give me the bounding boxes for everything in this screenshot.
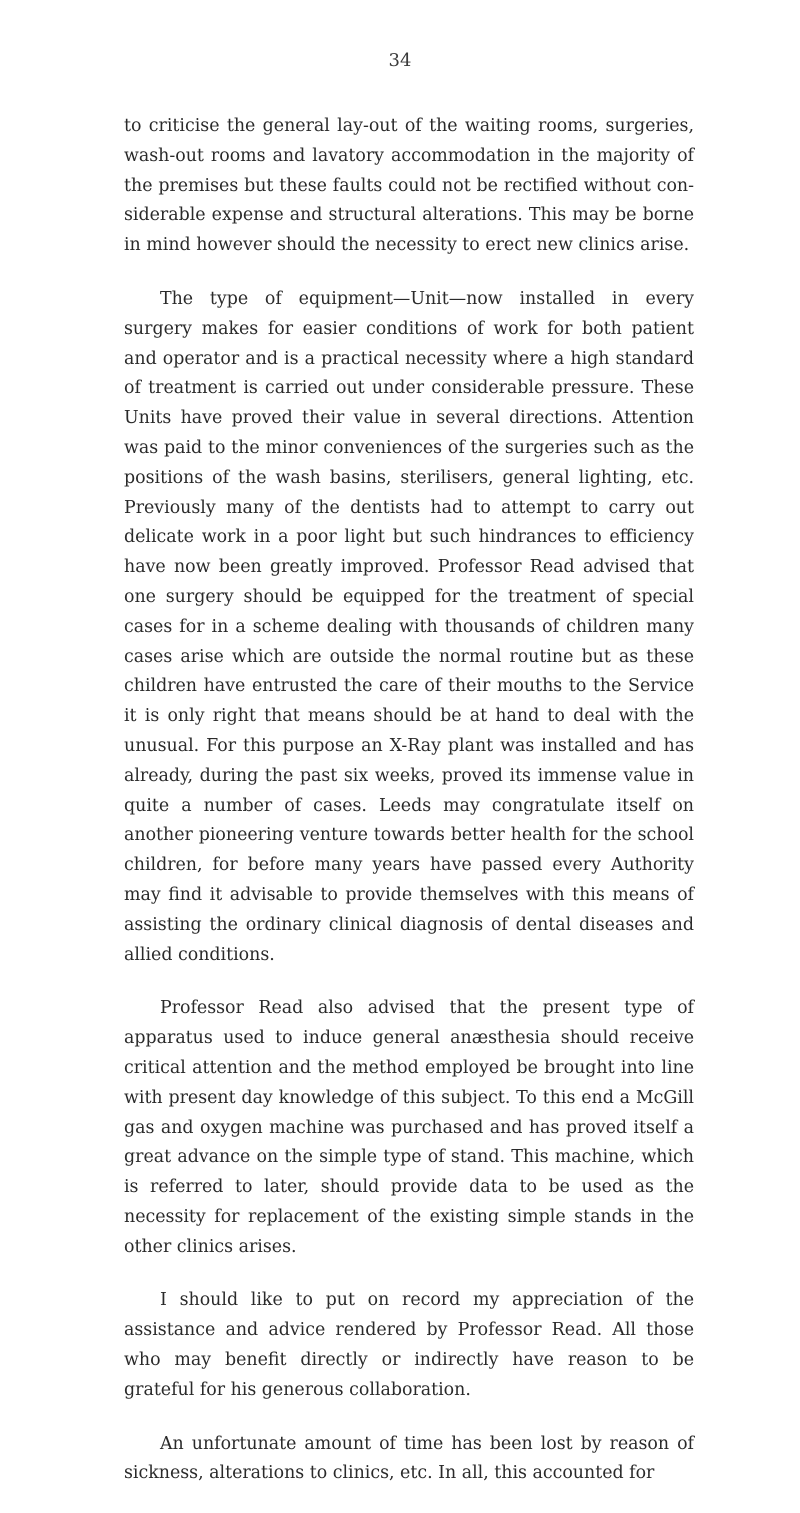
page-number: 34 xyxy=(388,50,412,71)
paragraph-5: An unfortunate amount of time has been lost by reason of sickness, alterations to clinics, etc. In all, this accounted for xyxy=(124,1433,694,1484)
paragraph-4: I should like to put on record my appreciation of the assistance and advice rendered by Professor Read. All those who may benefit directly or indirectly have reason to be grateful for his generous collaboration. xyxy=(124,1290,694,1400)
paragraph-2: The type of equipment—Unit—now installed in every surgery makes for easier conditions of work for both patient and operator and is a practical necessity where a high standard of treatment is carried out under considerable pressure. These Units have proved their value in several directions. Attention was paid to the minor conveniences of the surgeries such as the positions of the wash basins, sterilisers, general lighting, etc. Previously many of the dentists had to attempt to carry out delicate work in a poor light but such hindrances to efficiency have now been greatly improved. Professor Read advised that one surgery should be equipped for the treatment of special cases for in a scheme dealing with thousands of children many cases arise which are outside the normal routine but as these children have entrusted the care of their mouths to the Service it is only right that means should be at hand to deal with the unusual. For this purpose an X-Ray plant was installed and has already, during the past six weeks, proved its immense value in quite a number of cases. Leeds may congratulate itself on another pioneering venture towards better health for the school children, for before many years have passed every Authority may find it advisable to provide themselves with this means of assisting the ordinary clinical diagnosis of dental diseases and allied conditions. xyxy=(124,288,694,965)
body-text xyxy=(124,112,694,1513)
paragraph-3: Professor Read also advised that the present type of apparatus used to induce general anæsthesia should receive critical attention and the method employed be brought into line with present day knowledge of this subject. To this end a McGill gas and oxygen machine was purchased and has proved itself a great advance on the simple type of stand. This machine, which is referred to later, should provide data to be used as the necessity for replacement of the existing simple stands in the other clinics arises. xyxy=(124,998,694,1257)
paragraph-1: to criticise the general lay-out of the waiting rooms, surgeries, wash-out rooms and lavatory accommodation in the majority of the premises but these faults could not be rectified without con-siderable expense and structural alterations. This may be borne in mind however should the necessity to erect new clinics arise. xyxy=(124,116,694,256)
